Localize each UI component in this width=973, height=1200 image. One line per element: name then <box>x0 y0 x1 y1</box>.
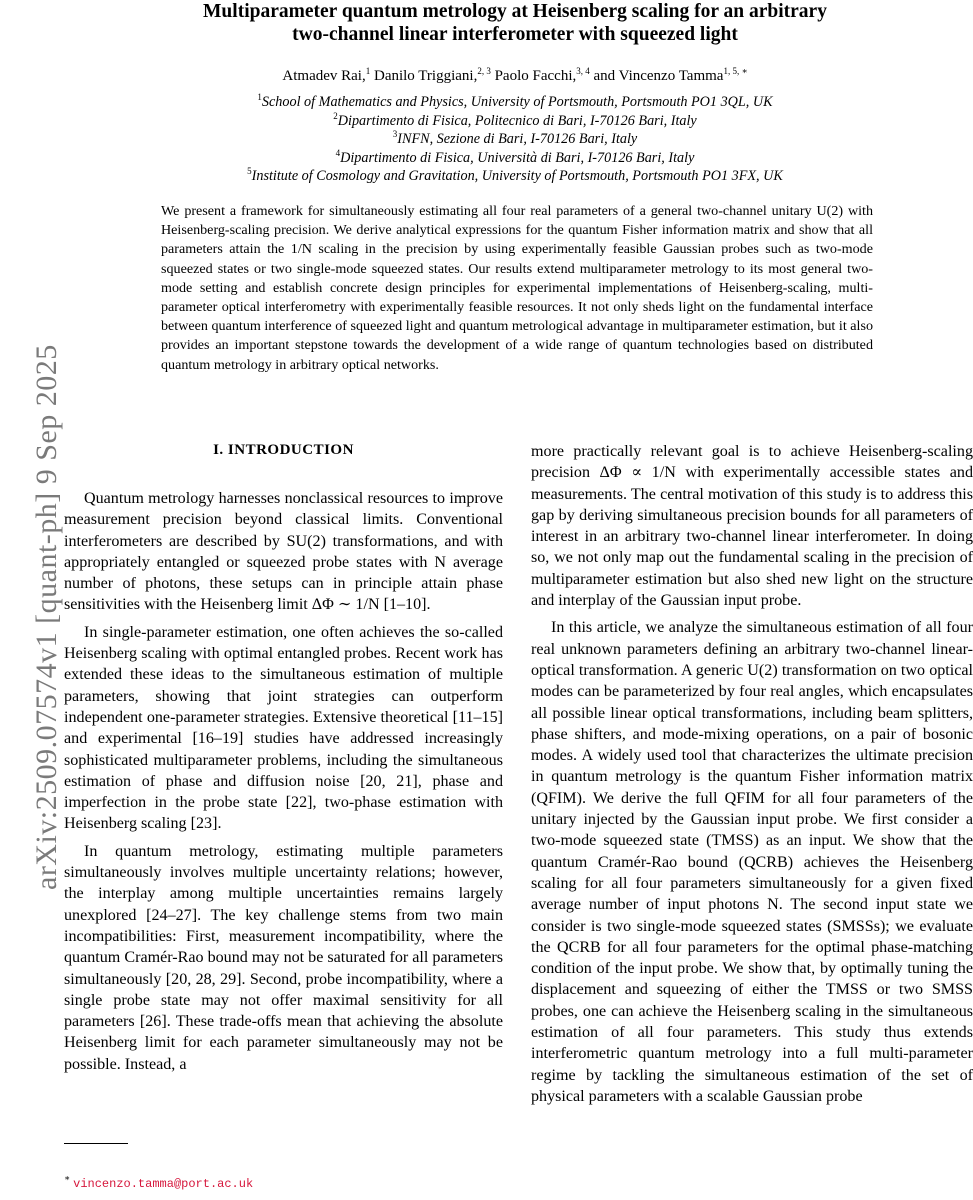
title-line-1: Multiparameter quantum metrology at Heisenberg scaling for an arbitrary <box>203 1 827 22</box>
author-name: Atmadev Rai, <box>282 68 366 84</box>
affiliation-number: 3 <box>392 129 398 139</box>
affiliation-list <box>80 93 950 186</box>
affiliation-line <box>80 130 950 149</box>
affiliation-line <box>80 112 950 131</box>
affiliation-text: School of Mathematics and Physics, University of Portsmouth, Portsmouth PO1 3QL, UK <box>261 94 773 110</box>
affiliation-number: 4 <box>335 147 341 158</box>
body-paragraph: In single-parameter estimation, one often achieves the so-called Heisenberg scaling with optimal entangled probes. Recent work has extended these ideas to the simultaneous estimation of multiple parameters, showing that joint strategies can outperform independent one-parameter strategies. Extensive theoretical [11–15] and experimental [16–19] studies have addressed increasingly sophisticated multiparameter problems, including the simultaneous estimation of phase and diffusion noise [20, 21], phase and imperfection in the probe state [22], two-phase estimation with Heisenberg scaling [23]. <box>64 623 503 833</box>
footnote-marker: ∗ <box>64 1173 71 1183</box>
footnote <box>64 1173 254 1191</box>
affiliation-line <box>80 167 950 186</box>
arxiv-identifier-stamp <box>22 290 63 890</box>
author-name: and Vincenzo Tamma <box>589 68 724 84</box>
author-name: Paolo Facchi, <box>490 68 577 84</box>
body-paragraph: Quantum metrology harnesses nonclassical resources to improve measurement precision beyond classical limits. Conventional interferometers are described by SU(2) transformations, and with appropriately entangled or squeezed probe states with N average number of photons, these setups can in principle attain phase sensitivities with the Heisenberg limit ΔΦ ∼ 1/N [1–10]. <box>64 490 503 614</box>
author-affiliation-marker: 2, 3 <box>477 66 491 76</box>
affiliation-text: Dipartimento di Fisica, Politecnico di Bari, I-70126 Bari, Italy <box>337 112 697 129</box>
affiliation-number: 5 <box>247 166 252 176</box>
author-name: Danilo Triggiani, <box>370 68 478 84</box>
affiliation-line <box>80 149 950 168</box>
affiliation-line <box>80 93 950 112</box>
section-heading-introduction: I. INTRODUCTION <box>213 442 354 458</box>
author-affiliation-marker: 1, 5, ∗ <box>723 66 748 76</box>
affiliation-number: 2 <box>333 110 338 121</box>
left-column <box>64 440 503 1081</box>
abstract: We present a framework for simultaneously estimating all four real parameters of a general two-channel unitary U(2) with Heisenberg-scaling precision. We derive analytical expressions for the quantum Fisher information matrix and show that all parameters attain the 1/N scaling in the precision by using experimentally feasible Gaussian probes such as two-mode squeezed states or two single-mode squeezed states. Our results extend multiparameter metrology to its most general two-mode setting and establish concrete design principles for experimental implementations of Heisenberg-scaling, multi-parameter optical interferometry with experimentally feasible resources. It not only sheds light on the fundamental interface between quantum interference of squeezed light and quantum metrological advantage in multiparameter estimation, but it also provides an important stepstone towards the development of a wide range of quantum technologies based on distributed quantum metrology in arbitrary optical networks. <box>161 203 873 373</box>
affiliation-text: Dipartimento di Fisica, Università di Bari, I-70126 Bari, Italy <box>340 149 695 166</box>
footnote-divider <box>64 1143 128 1144</box>
affiliation-text: Institute of Cosmology and Gravitation, University of Portsmouth, Portsmouth PO1 3FX, UK <box>251 168 783 184</box>
author-affiliation-marker: 3, 4 <box>576 66 590 76</box>
body-paragraph: more practically relevant goal is to achieve Heisenberg-scaling precision ΔΦ ∝ 1/N with experimentally accessible states and measurements. The central motivation of this study is to address this gap by deriving simultaneous precision bounds for all parameters of interest in an arbitrary two-channel linear interferometer. In doing so, we not only map out the fundamental scaling in the precision of multiparameter estimation but also shed new light on the structure and interplay of the Gaussian input probe. <box>531 443 973 610</box>
title-line-2: two-channel linear interferometer with squeezed light <box>292 24 738 45</box>
right-column <box>531 441 973 1113</box>
author-affiliation-marker: 1 <box>365 66 371 76</box>
author-list <box>80 68 950 85</box>
paper-title <box>80 0 950 46</box>
affiliation-number: 1 <box>257 92 262 102</box>
arxiv-stamp-text: arXiv:2509.07574v1 [quant-ph] 9 Sep 2025 <box>30 344 63 890</box>
body-paragraph: In quantum metrology, estimating multiple parameters simultaneously involves multiple uncertainty relations; however, the interplay among multiple uncertainties remains largely unexplored [24–27]. The key challenge stems from two main incompatibilities: First, measurement incompatibility, where the quantum Cramér-Rao bound may not be saturated for all parameters simultaneously [20, 28, 29]. Second, probe incompatibility, where a single probe state may not offer maximal sensitivity for all parameters [26]. These trade-offs mean that achieving the absolute Heisenberg limit for each parameter simultaneously may not be possible. Instead, a <box>64 842 503 1073</box>
corresponding-author-email-link[interactable]: vincenzo.tamma@port.ac.uk <box>73 1177 254 1191</box>
body-paragraph: In this article, we analyze the simultaneous estimation of all four real unknown parameters defining an arbitrary two-channel linear-optical transformation. A generic U(2) transformation on two optical modes can be parameterized by four real angles, which encapsulates all possible linear optical transformations, including beam splitters, phase shifters, and mode-mixing operations, on a pair of bosonic modes. A widely used tool that characterizes the ultimate precision in quantum metrology is the quantum Fisher information matrix (QFIM). We derive the full QFIM for all four parameters of the unitary injected by the Gaussian input probe. We first consider a two-mode squeezed state (TMSS) as an input. We show that the quantum Cramér-Rao bound (QCRB) achieves the Heisenberg scaling for all four parameters simultaneously for a given fixed average number of input photons N. The second input state we consider is two single-mode squeezed states (SMSSs); we evaluate the QCRB for all four parameters for the optimal phase-matching condition of the input probe. We show that, by optimally tuning the displacement and squeezing of either the TMSS or two SMSS probes, one can achieve the Heisenberg scaling in the simultaneous estimation of all four parameters. This study thus extends interferometric quantum metrology into a full multi-parameter regime by tackling the simultaneous estimation of the set of physical parameters with a scalable Gaussian probe <box>531 619 973 1105</box>
affiliation-text: INFN, Sezione di Bari, I-70126 Bari, Italy <box>397 131 638 147</box>
